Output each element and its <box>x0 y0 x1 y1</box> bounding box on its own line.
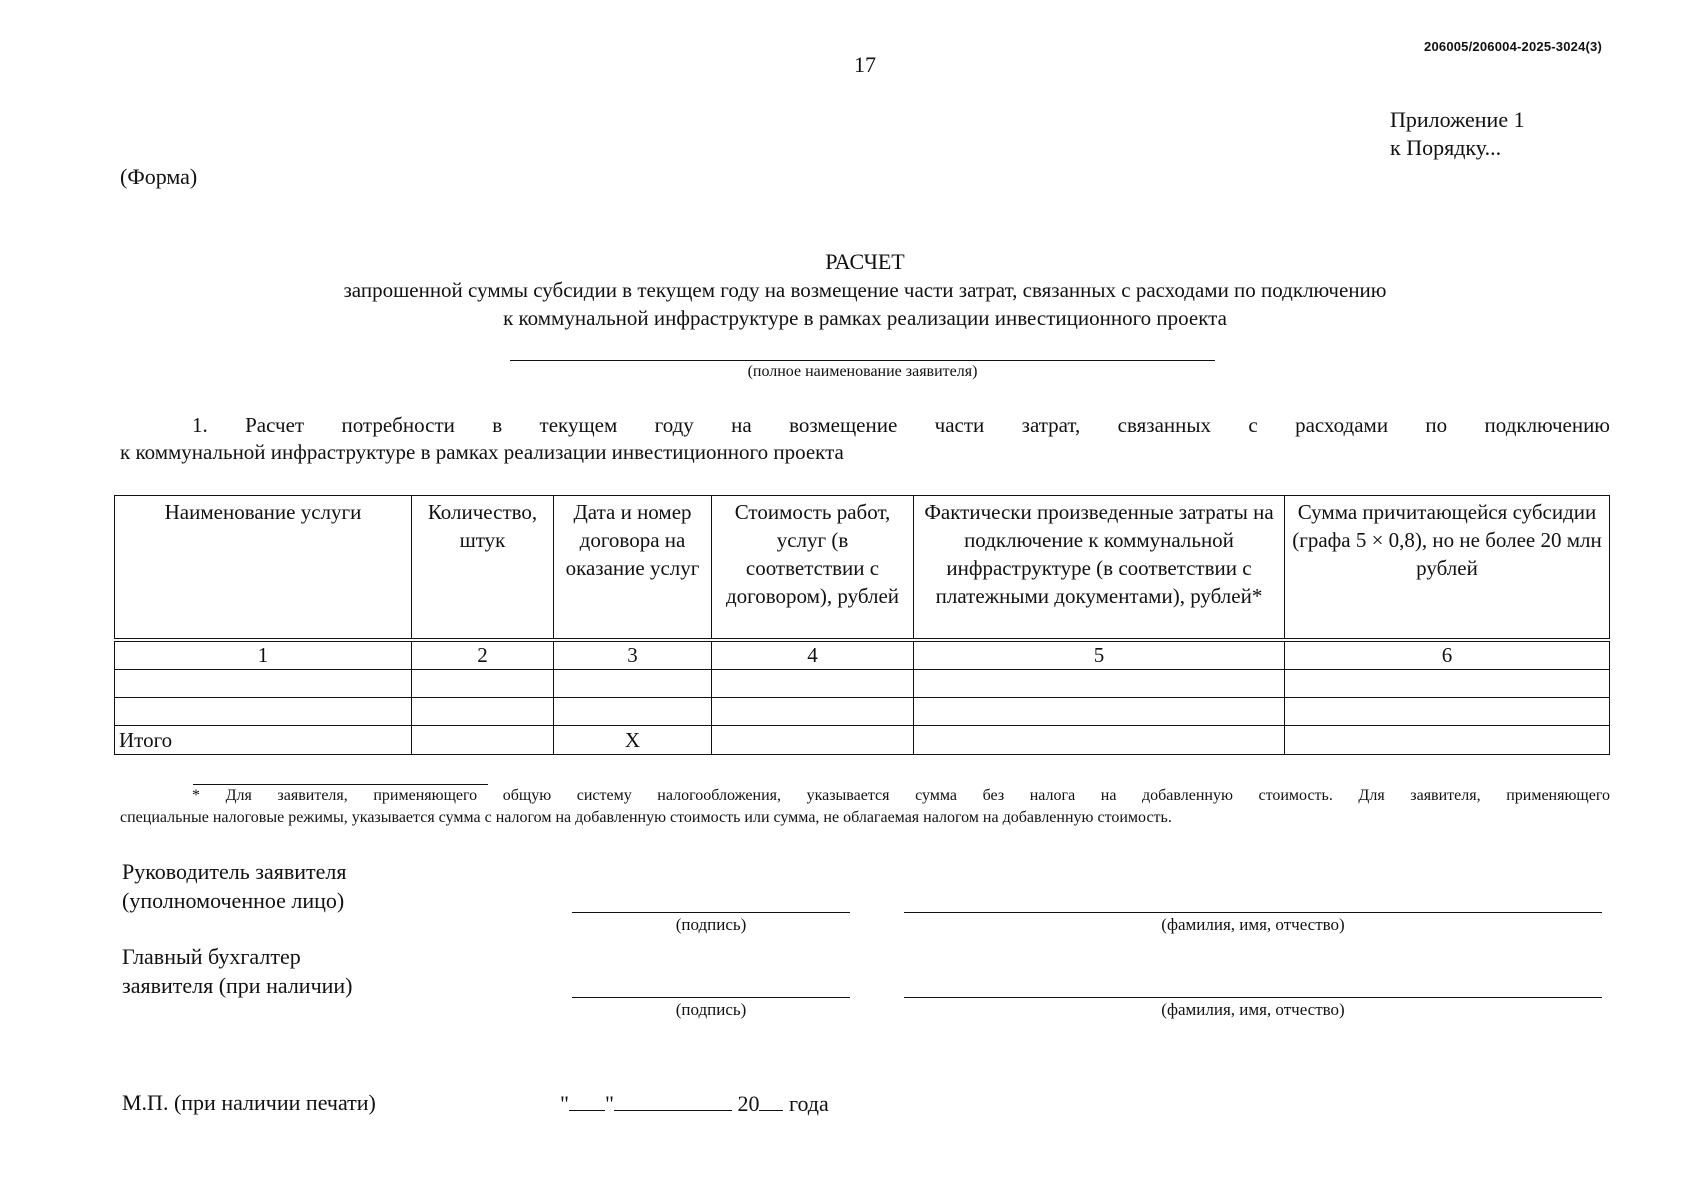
appendix-line-1: Приложение 1 <box>1390 107 1525 132</box>
day-blank[interactable] <box>569 1090 605 1111</box>
total-mark: X <box>554 726 712 755</box>
section-heading-line-2: к коммунальной инфраструктуре в рамках реализации инвестиционного проекта <box>120 440 844 464</box>
table-row <box>115 670 1610 698</box>
column-number: 1 <box>115 642 412 670</box>
accountant-signature-line[interactable] <box>572 997 850 998</box>
total-quantity-cell[interactable] <box>412 726 554 755</box>
table-cell[interactable] <box>115 698 412 726</box>
table-cell[interactable] <box>554 698 712 726</box>
table-cell[interactable] <box>712 670 914 698</box>
head-name-line[interactable] <box>904 912 1602 913</box>
table-cell[interactable] <box>412 670 554 698</box>
header-actual-costs: Фактически произведенные затраты на подключение к коммунальной инфраструктуре (в соответствии с платежными документами), рублей* <box>914 496 1285 639</box>
stamp-label: М.П. (при наличии печати) <box>122 1090 376 1115</box>
table-cell[interactable] <box>712 698 914 726</box>
head-signature-line[interactable] <box>572 912 850 913</box>
table-cell[interactable] <box>1285 698 1610 726</box>
subtitle-line-1: запрошенной суммы субсидии в текущем году на возмещение части затрат, связанных с расходами по подключению <box>343 278 1387 302</box>
header-subsidy-amount: Сумма причитающейся субсидии (графа 5 × 0,8), но не более 20 млн рублей <box>1285 496 1610 639</box>
header-cost: Стоимость работ, услуг (в соответствии с договором), рублей <box>712 496 914 639</box>
head-signatory-label <box>122 857 346 915</box>
year-blank[interactable] <box>759 1090 783 1111</box>
accountant-name-line[interactable] <box>904 997 1602 998</box>
head-label-line-2: (уполномоченное лицо) <box>122 888 345 913</box>
document-code: 206005/206004-2025-3024(3) <box>1424 39 1602 54</box>
document-subtitle <box>150 276 1580 332</box>
page-number: 17 <box>854 52 876 77</box>
column-number: 5 <box>914 642 1285 670</box>
accountant-label-line-2: заявителя (при наличии) <box>122 973 353 998</box>
column-number: 6 <box>1285 642 1610 670</box>
total-row <box>115 726 1610 755</box>
month-blank[interactable] <box>614 1090 732 1111</box>
accountant-label-line-1: Главный бухгалтер <box>122 944 301 969</box>
section-heading <box>120 412 1610 466</box>
total-label: Итого <box>115 726 412 755</box>
total-cost-cell[interactable] <box>712 726 914 755</box>
head-name-caption: (фамилия, имя, отчество) <box>1161 915 1345 934</box>
year-suffix: года <box>788 1091 829 1116</box>
table-cell[interactable] <box>914 670 1285 698</box>
header-quantity: Количество, штук <box>412 496 554 639</box>
year-prefix: 20 <box>737 1091 760 1116</box>
table-cell[interactable] <box>1285 670 1610 698</box>
date-quote-close: " <box>604 1091 614 1116</box>
header-service-name: Наименование услуги <box>115 496 412 639</box>
appendix-note <box>1390 106 1525 162</box>
document-title: РАСЧЕТ <box>825 249 905 274</box>
head-signature-caption: (подпись) <box>675 915 747 934</box>
subtitle-line-2: к коммунальной инфраструктуре в рамках реализации инвестиционного проекта <box>503 306 1227 330</box>
column-number-row <box>115 642 1610 670</box>
table-row <box>115 698 1610 726</box>
form-label: (Форма) <box>120 164 198 189</box>
header-contract: Дата и номер договора на оказание услуг <box>554 496 712 639</box>
appendix-line-2: к Порядку... <box>1390 135 1502 160</box>
table-cell[interactable] <box>115 670 412 698</box>
total-actual-cell[interactable] <box>914 726 1285 755</box>
accountant-signatory-label <box>122 942 353 1000</box>
column-number: 3 <box>554 642 712 670</box>
calculation-table <box>114 495 1610 755</box>
table-cell[interactable] <box>554 670 712 698</box>
head-label-line-1: Руководитель заявителя <box>122 859 347 884</box>
column-number: 2 <box>412 642 554 670</box>
table-header-row <box>115 496 1610 639</box>
date-quote-open: " <box>560 1091 569 1116</box>
footnote-line-1: * Для заявителя, применяющего общую систему налогообложения, указывается сумма без налога на добавленную стоимость. Для заявителя, применяющего <box>192 787 1610 804</box>
table-cell[interactable] <box>412 698 554 726</box>
accountant-name-caption: (фамилия, имя, отчество) <box>1161 1000 1345 1019</box>
applicant-name-line <box>510 360 1215 361</box>
footnote-line-2: специальные налоговые режимы, указывается сумма с налогом на добавленную стоимость или сумма, не облагаемая налогом на добавленную стоимость. <box>120 809 1172 826</box>
footnote <box>120 785 1610 829</box>
column-number: 4 <box>712 642 914 670</box>
applicant-name-caption: (полное наименование заявителя) <box>747 363 978 380</box>
date-field <box>560 1090 829 1117</box>
total-subsidy-cell[interactable] <box>1285 726 1610 755</box>
table-cell[interactable] <box>914 698 1285 726</box>
section-heading-line-1: 1. Расчет потребности в текущем году на возмещение части затрат, связанных с расходами по подключению <box>192 413 1610 437</box>
accountant-signature-caption: (подпись) <box>675 1000 747 1019</box>
